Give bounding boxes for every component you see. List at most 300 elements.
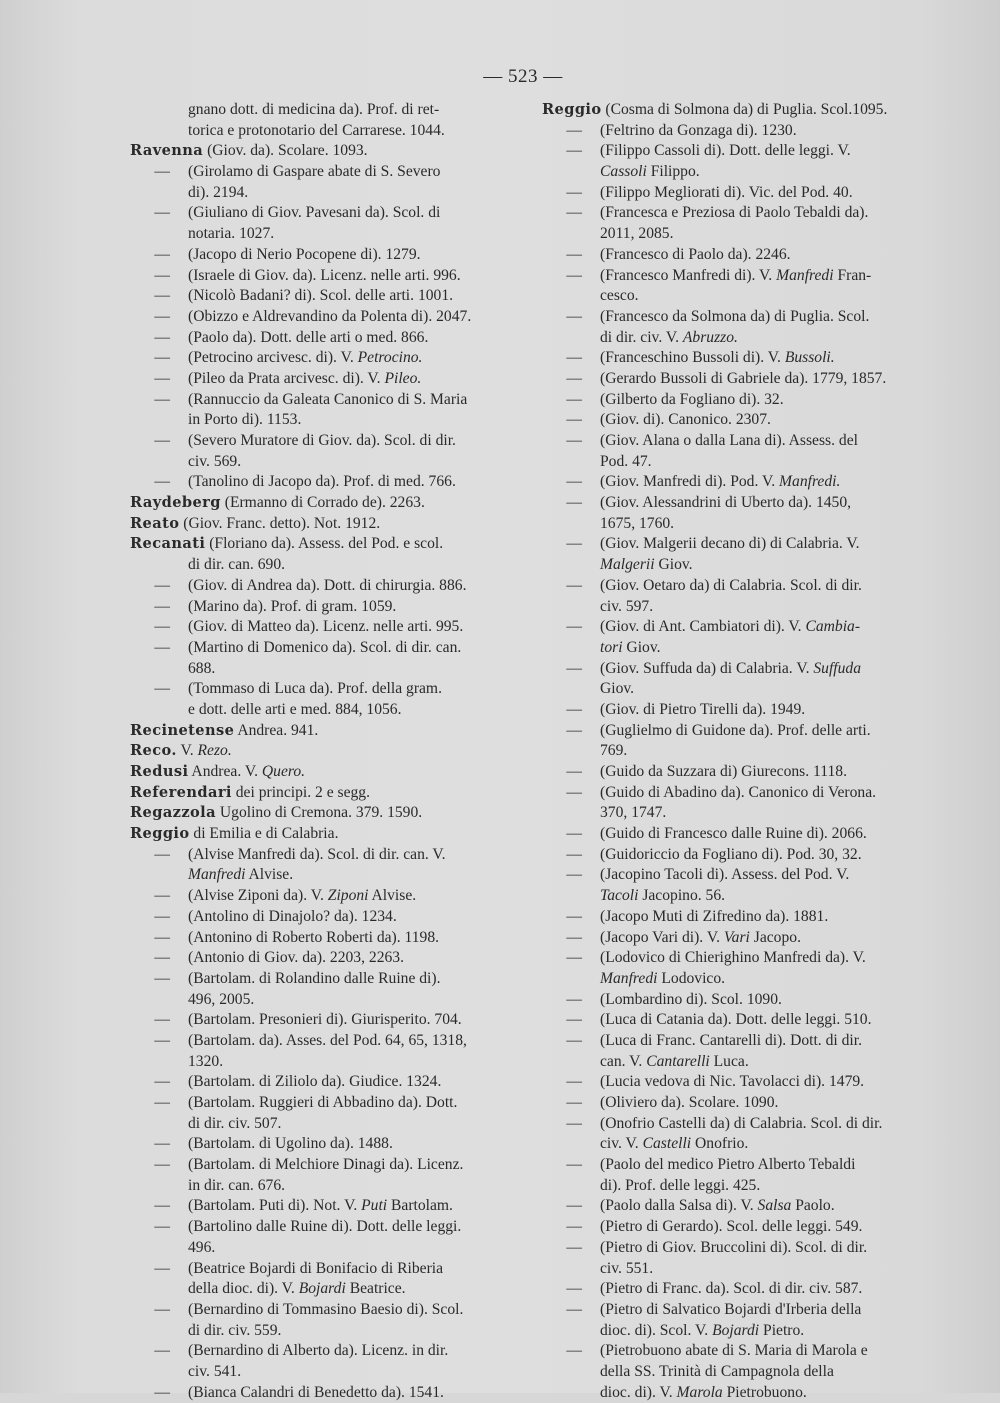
entry-text: (Antonino di Roberto Roberti da). 1198. bbox=[188, 928, 440, 946]
entry-text: (Pietro di Franc. da). Scol. di dir. civ. 587. bbox=[600, 1280, 863, 1298]
entry-text: (Severo Muratore di Giov. da). Scol. di dir. bbox=[188, 432, 456, 449]
index-subentry-line bbox=[542, 1155, 932, 1176]
subentry-dash: — bbox=[566, 659, 582, 677]
subentry-dash: — bbox=[154, 1073, 170, 1091]
entry-text: (Oliviero da). Scolare. 1090. bbox=[600, 1094, 779, 1111]
headword: Referendari bbox=[130, 783, 232, 801]
index-subentry-line bbox=[542, 1196, 932, 1217]
index-subentry-line bbox=[130, 369, 508, 390]
index-subentry-line bbox=[542, 824, 932, 845]
entry-text: (Giov. Alana o dalla Lana di). Assess. del bbox=[600, 432, 858, 449]
subentry-dash: — bbox=[154, 949, 170, 967]
entry-text: (Luca di Franc. Cantarelli di). Dott. di dir. bbox=[600, 1031, 862, 1049]
entry-text: (Ermanno di Corrado de). 2263. bbox=[220, 494, 425, 512]
index-subentry-line bbox=[542, 1093, 932, 1114]
subentry-dash: — bbox=[566, 618, 582, 636]
entry-text: (Antolino di Dinajolo? da). 1234. bbox=[188, 907, 397, 925]
entry-text: (Floriano da). Assess. del Pod. e scol. bbox=[205, 535, 444, 553]
index-subentry-line bbox=[542, 700, 932, 721]
cross-reference: Cantarelli bbox=[646, 1052, 710, 1070]
entry-text: (Feltrino da Gonzaga di). 1230. bbox=[600, 121, 797, 139]
subentry-dash: — bbox=[154, 307, 170, 325]
index-continuation-line bbox=[130, 121, 508, 142]
entry-text: cesco. bbox=[600, 287, 639, 305]
index-subentry-line bbox=[542, 1238, 932, 1259]
index-subentry-line bbox=[130, 969, 508, 990]
index-subentry-line bbox=[542, 369, 932, 390]
index-subentry-line bbox=[130, 472, 508, 493]
index-subentry-line bbox=[542, 1031, 932, 1052]
entry-text: (Bartolam. di Ugolino da). 1488. bbox=[188, 1135, 393, 1153]
index-subentry-line bbox=[130, 576, 508, 597]
entry-text: (Guido da Suzzara di) Giurecons. 1118. bbox=[600, 763, 847, 780]
entry-text: di dir. civ. 507. bbox=[188, 1114, 282, 1132]
subentry-dash: — bbox=[154, 1011, 170, 1029]
entry-text-tail: Giov. bbox=[654, 556, 693, 574]
subentry-dash: — bbox=[154, 1342, 170, 1360]
entry-text: (Jacopino Tacoli di). Assess. del Pod. V. bbox=[600, 866, 850, 884]
entry-text: 496. bbox=[188, 1238, 216, 1256]
entry-text-tail: Bartolam. bbox=[387, 1197, 453, 1215]
index-subentry-line bbox=[130, 1072, 508, 1093]
subentry-dash: — bbox=[154, 907, 170, 925]
subentry-dash: — bbox=[566, 1094, 582, 1111]
index-subentry-line bbox=[130, 1155, 508, 1176]
entry-text: (Luca di Catania da). Dott. delle leggi. 510. bbox=[600, 1011, 872, 1029]
entry-text: (Pileo da Prata arcivesc. di). V. bbox=[188, 369, 385, 387]
entry-text: (Bernardino di Tommasino Baesio di). Scol. bbox=[188, 1300, 464, 1318]
index-subentry-line bbox=[542, 534, 932, 555]
entry-text: (Giov. Oetaro da) di Calabria. Scol. di dir. bbox=[600, 576, 862, 594]
index-continuation-line bbox=[542, 638, 932, 659]
cross-reference: Castelli bbox=[642, 1135, 692, 1153]
index-subentry-line bbox=[130, 1196, 508, 1217]
index-subentry-line bbox=[130, 1093, 508, 1114]
cross-reference: Pileo. bbox=[384, 369, 422, 387]
headword: Reggio bbox=[542, 101, 602, 118]
index-subentry-line bbox=[130, 1134, 508, 1155]
index-continuation-line bbox=[130, 410, 508, 431]
subentry-dash: — bbox=[154, 638, 170, 656]
entry-text: (Giov. Malgerii decano di) di Calabria. V. bbox=[600, 535, 860, 553]
index-subentry-line bbox=[130, 390, 508, 411]
entry-text: in dir. can. 676. bbox=[188, 1176, 286, 1194]
index-continuation-line bbox=[542, 969, 932, 990]
entry-text: (Guido di Francesco dalle Ruine di). 2066. bbox=[600, 825, 867, 843]
index-subentry-line bbox=[542, 121, 932, 142]
index-subentry-line bbox=[542, 390, 932, 411]
subentry-dash: — bbox=[566, 1031, 582, 1049]
entry-text: dioc. di). Scol. V. bbox=[600, 1321, 713, 1339]
index-subentry-line bbox=[542, 1279, 932, 1300]
cross-reference: Puti bbox=[361, 1197, 388, 1215]
subentry-dash: — bbox=[566, 825, 582, 843]
entry-text: 688. bbox=[188, 659, 216, 677]
index-continuation-line bbox=[542, 1362, 932, 1383]
subentry-dash: — bbox=[566, 1342, 582, 1360]
entry-text: (Pietro di Giov. Bruccolini di). Scol. di dir. bbox=[600, 1238, 868, 1256]
index-continuation-line bbox=[542, 741, 932, 762]
index-headword-line bbox=[130, 803, 508, 824]
index-subentry-line bbox=[542, 1072, 932, 1093]
subentry-dash: — bbox=[154, 845, 170, 863]
index-subentry-line bbox=[130, 617, 508, 638]
entry-text: 496, 2005. bbox=[188, 990, 255, 1008]
subentry-dash: — bbox=[154, 390, 170, 408]
index-continuation-line bbox=[542, 286, 932, 307]
entry-text: (Gerardo Bussoli di Gabriele da). 1779, 1857. bbox=[600, 369, 887, 387]
index-continuation-line bbox=[130, 100, 508, 121]
index-continuation-line bbox=[130, 1238, 508, 1259]
cross-reference: Bojardi bbox=[298, 1280, 346, 1298]
entry-text: (Cosma di Solmona da) di Puglia. Scol.1095. bbox=[601, 101, 888, 118]
subentry-dash: — bbox=[154, 245, 170, 263]
entry-text: (Bernardino di Alberto da). Licenz. in dir. bbox=[188, 1342, 449, 1360]
subentry-dash: — bbox=[566, 494, 582, 512]
subentry-dash: — bbox=[566, 142, 582, 160]
entry-text: (Giov. di Andrea da). Dott. di chirurgia. 886. bbox=[188, 576, 467, 594]
subentry-dash: — bbox=[566, 1197, 582, 1215]
entry-text: (Francesco da Solmona da) di Puglia. Scol. bbox=[600, 307, 870, 325]
subentry-dash: — bbox=[566, 204, 582, 222]
cross-reference: Manfredi. bbox=[779, 473, 841, 491]
index-subentry-line bbox=[542, 245, 932, 266]
index-subentry-line bbox=[542, 1114, 932, 1135]
index-subentry-line bbox=[130, 1217, 508, 1238]
index-headword-line bbox=[130, 824, 508, 845]
index-continuation-line bbox=[130, 990, 508, 1011]
entry-text: (Guglielmo di Guidone da). Prof. delle arti. bbox=[600, 721, 871, 739]
subentry-dash: — bbox=[566, 349, 582, 367]
subentry-dash: — bbox=[566, 700, 582, 718]
index-subentry-line bbox=[542, 865, 932, 886]
index-continuation-line bbox=[130, 1114, 508, 1135]
index-subentry-line bbox=[130, 886, 508, 907]
index-continuation-line bbox=[130, 1176, 508, 1197]
subentry-dash: — bbox=[566, 307, 582, 325]
entry-text: (Pietro di Gerardo). Scol. delle leggi. 549. bbox=[600, 1218, 863, 1236]
entry-text: (Giov. di). Canonico. 2307. bbox=[600, 411, 771, 429]
entry-text: 370, 1747. bbox=[600, 804, 667, 822]
entry-text: (Giov. Suffuda da) di Calabria. V. bbox=[600, 659, 814, 677]
entry-text-tail: Alvise. bbox=[368, 887, 417, 905]
index-subentry-line bbox=[130, 1031, 508, 1052]
entry-text: (Antonio di Giov. da). 2203, 2263. bbox=[188, 949, 404, 967]
index-subentry-line bbox=[130, 1300, 508, 1321]
index-subentry-line bbox=[130, 845, 508, 866]
entry-text: Andrea. V. bbox=[188, 763, 262, 780]
cross-reference: Bojardi bbox=[712, 1321, 760, 1339]
entry-text: V. bbox=[176, 742, 198, 760]
entry-text: (Nicolò Badani? di). Scol. delle arti. 1001. bbox=[188, 287, 454, 305]
index-subentry-line bbox=[542, 907, 932, 928]
entry-text: (Bartolam. Ruggieri di Abbadino da). Dott. bbox=[188, 1094, 458, 1111]
index-subentry-line bbox=[542, 617, 932, 638]
entry-text: gnano dott. di medicina da). Prof. di ret- bbox=[188, 101, 440, 118]
cross-reference: Ziponi bbox=[327, 887, 369, 905]
index-subentry-line bbox=[130, 307, 508, 328]
index-headword-line bbox=[130, 141, 508, 162]
index-continuation-line bbox=[130, 700, 508, 721]
entry-text: torica e protonotario del Carrarese. 1044. bbox=[188, 121, 445, 139]
cross-reference: Petrocino. bbox=[357, 349, 423, 367]
entry-text: (Tommaso di Luca da). Prof. della gram. bbox=[188, 680, 442, 698]
index-subentry-line bbox=[130, 928, 508, 949]
entry-text: (Giov. di Matteo da). Licenz. nelle arti. 995. bbox=[188, 618, 464, 636]
subentry-dash: — bbox=[154, 618, 170, 636]
index-subentry-line bbox=[130, 597, 508, 618]
subentry-dash: — bbox=[154, 1031, 170, 1049]
subentry-dash: — bbox=[566, 845, 582, 863]
subentry-dash: — bbox=[154, 969, 170, 987]
subentry-dash: — bbox=[154, 1300, 170, 1318]
index-subentry-line bbox=[542, 659, 932, 680]
index-subentry-line bbox=[542, 990, 932, 1011]
index-subentry-line bbox=[130, 907, 508, 928]
index-headword-line bbox=[542, 100, 932, 121]
entry-text: (Marino da). Prof. di gram. 1059. bbox=[188, 597, 397, 615]
entry-text-tail: Filippo. bbox=[646, 163, 700, 181]
subentry-dash: — bbox=[154, 887, 170, 905]
entry-text: (Lombardino di). Scol. 1090. bbox=[600, 990, 782, 1008]
index-subentry-line bbox=[542, 203, 932, 224]
entry-text-tail: Jacopino. 56. bbox=[638, 887, 726, 905]
subentry-dash: — bbox=[154, 928, 170, 946]
subentry-dash: — bbox=[566, 1011, 582, 1029]
entry-text: (Lucia vedova di Nic. Tavolacci di). 1479. bbox=[600, 1073, 865, 1091]
subentry-dash: — bbox=[566, 1073, 582, 1091]
subentry-dash: — bbox=[566, 121, 582, 139]
index-subentry-line bbox=[542, 1217, 932, 1238]
subentry-dash: — bbox=[566, 928, 582, 946]
entry-text: (Pietrobuono abate di S. Maria di Marola e bbox=[600, 1342, 868, 1360]
index-subentry-line bbox=[130, 948, 508, 969]
headword: Raydeberg bbox=[130, 494, 221, 512]
entry-text: (Beatrice Bojardi di Bonifacio di Riberia bbox=[188, 1259, 444, 1277]
headword: Recinetense bbox=[130, 721, 235, 739]
index-headword-line bbox=[130, 783, 508, 804]
subentry-dash: — bbox=[566, 1238, 582, 1256]
entry-text: civ. 551. bbox=[600, 1259, 654, 1277]
index-continuation-line bbox=[130, 865, 508, 886]
entry-text: (Tanolino di Jacopo da). Prof. di med. 766. bbox=[188, 473, 456, 491]
subentry-dash: — bbox=[566, 1280, 582, 1298]
entry-text: (Giov. di Ant. Cambiatori di). V. bbox=[600, 618, 806, 636]
index-subentry-line bbox=[130, 348, 508, 369]
index-continuation-line bbox=[542, 452, 932, 473]
index-subentry-line bbox=[542, 141, 932, 162]
subentry-dash: — bbox=[566, 432, 582, 449]
headword: Ravenna bbox=[130, 142, 204, 160]
entry-text: civ. V. bbox=[600, 1135, 643, 1153]
entry-text-tail: Beatrice. bbox=[345, 1280, 406, 1298]
index-subentry-line bbox=[130, 1010, 508, 1031]
headword: Reco. bbox=[130, 742, 177, 760]
subentry-dash: — bbox=[566, 1114, 582, 1132]
index-headword-line bbox=[130, 534, 508, 555]
entry-text: e dott. delle arti e med. 884, 1056. bbox=[188, 700, 402, 718]
index-continuation-line bbox=[542, 1321, 932, 1342]
entry-text: di dir. can. 690. bbox=[188, 556, 286, 574]
subentry-dash: — bbox=[566, 866, 582, 884]
cross-reference: Manfredi bbox=[776, 266, 834, 284]
entry-text: Andrea. 941. bbox=[234, 721, 319, 739]
entry-text: (Bartolino dalle Ruine di). Dott. delle leggi. bbox=[188, 1218, 462, 1236]
entry-text: (Paolo dalla Salsa di). V. bbox=[600, 1197, 758, 1215]
subentry-dash: — bbox=[154, 473, 170, 491]
cross-reference: Bussoli. bbox=[784, 349, 835, 367]
entry-text: civ. 541. bbox=[188, 1362, 242, 1380]
index-headword-line bbox=[130, 762, 508, 783]
subentry-dash: — bbox=[154, 680, 170, 698]
cross-reference: Manfredi bbox=[188, 866, 246, 884]
entry-text-tail: Giov. bbox=[622, 638, 661, 656]
headword: Recanati bbox=[130, 535, 206, 553]
entry-text: dei principi. 2 e segg. bbox=[231, 783, 371, 801]
subentry-dash: — bbox=[566, 721, 582, 739]
entry-text: (Pietro di Salvatico Bojardi d'Irberia della bbox=[600, 1300, 862, 1318]
index-continuation-line bbox=[542, 1052, 932, 1073]
index-continuation-line bbox=[130, 452, 508, 473]
cross-reference: Vari bbox=[723, 928, 750, 946]
index-continuation-line bbox=[130, 224, 508, 245]
entry-text-tail: Pietrobuono. bbox=[722, 1383, 807, 1401]
index-headword-line bbox=[130, 493, 508, 514]
entry-text-tail: Onofrio. bbox=[691, 1135, 749, 1153]
index-continuation-line bbox=[542, 162, 932, 183]
entry-text: di dir. civ. 559. bbox=[188, 1321, 282, 1339]
cross-reference: Tacoli bbox=[600, 887, 639, 905]
entry-text: (Bartolam. Puti di). Not. V. bbox=[188, 1197, 362, 1215]
index-subentry-line bbox=[130, 203, 508, 224]
entry-text: (Lodovico di Chierighino Manfredi da). V. bbox=[600, 949, 866, 967]
index-continuation-line bbox=[130, 183, 508, 204]
entry-text: di). 2194. bbox=[188, 183, 249, 201]
headword: Redusi bbox=[130, 763, 189, 780]
entry-text-tail: Jacopo. bbox=[749, 928, 801, 946]
subentry-dash: — bbox=[566, 535, 582, 553]
entry-text: in Porto di). 1153. bbox=[188, 411, 302, 429]
index-continuation-line bbox=[542, 803, 932, 824]
subentry-dash: — bbox=[566, 473, 582, 491]
cross-reference: Salsa bbox=[757, 1197, 792, 1215]
subentry-dash: — bbox=[566, 1218, 582, 1236]
entry-text: di Emilia e di Calabria. bbox=[189, 825, 339, 843]
entry-text: Giov. bbox=[600, 680, 635, 698]
index-subentry-line bbox=[542, 183, 932, 204]
entry-text: (Giov. Manfredi di). Pod. V. bbox=[600, 473, 780, 491]
entry-text: (Filippo Cassoli di). Dott. delle leggi. V. bbox=[600, 142, 851, 160]
subentry-dash: — bbox=[154, 1259, 170, 1277]
index-subentry-line bbox=[542, 783, 932, 804]
entry-text-tail: Luca. bbox=[709, 1052, 749, 1070]
cross-reference: Manfredi bbox=[600, 969, 658, 987]
index-continuation-line bbox=[542, 679, 932, 700]
entry-text: (Franceschino Bussoli di). V. bbox=[600, 349, 785, 367]
index-subentry-line bbox=[130, 431, 508, 452]
subentry-dash: — bbox=[566, 907, 582, 925]
index-subentry-line bbox=[130, 266, 508, 287]
index-continuation-line bbox=[542, 555, 932, 576]
index-continuation-line bbox=[542, 1259, 932, 1280]
index-subentry-line bbox=[542, 576, 932, 597]
entry-text-tail: Fran- bbox=[833, 266, 872, 284]
index-subentry-line bbox=[542, 410, 932, 431]
index-subentry-line bbox=[542, 307, 932, 328]
index-subentry-line bbox=[542, 928, 932, 949]
index-headword-line bbox=[130, 741, 508, 762]
entry-text: can. V. bbox=[600, 1052, 647, 1070]
subentry-dash: — bbox=[154, 1094, 170, 1111]
index-continuation-line bbox=[130, 555, 508, 576]
entry-text-tail: Lodovico. bbox=[657, 969, 726, 987]
cross-reference: Marola bbox=[676, 1383, 723, 1401]
subentry-dash: — bbox=[154, 1383, 170, 1401]
entry-text: (Bartolam. di Rolandino dalle Ruine di). bbox=[188, 969, 441, 987]
entry-text: (Giov. Alessandrini di Uberto da). 1450, bbox=[600, 494, 852, 512]
entry-text: (Rannuccio da Galeata Canonico di S. Maria bbox=[188, 390, 468, 408]
index-subentry-line bbox=[130, 1259, 508, 1280]
entry-text-tail: Alvise. bbox=[245, 866, 294, 884]
entry-text: (Filippo Megliorati di). Vic. del Pod. 40. bbox=[600, 183, 853, 201]
entry-text: di dir. civ. V. bbox=[600, 328, 683, 346]
index-continuation-line bbox=[130, 1279, 508, 1300]
index-subentry-line bbox=[542, 762, 932, 783]
entry-text: (Francesco di Paolo da). 2246. bbox=[600, 245, 791, 263]
subentry-dash: — bbox=[154, 1135, 170, 1153]
subentry-dash: — bbox=[154, 597, 170, 615]
cross-reference: Suffuda bbox=[813, 659, 862, 677]
cross-reference: Malgerii bbox=[600, 556, 655, 574]
entry-text: (Petrocino arcivesc. di). V. bbox=[188, 349, 358, 367]
subentry-dash: — bbox=[566, 1156, 582, 1174]
entry-text: (Martino di Domenico da). Scol. di dir. can. bbox=[188, 638, 462, 656]
entry-text: (Francesco Manfredi di). V. bbox=[600, 266, 777, 284]
subentry-dash: — bbox=[154, 163, 170, 181]
entry-text: (Bianca Calandri di Benedetto da). 1541. bbox=[188, 1383, 444, 1401]
cross-reference: Cassoli bbox=[600, 163, 647, 181]
subentry-dash: — bbox=[566, 783, 582, 801]
subentry-dash: — bbox=[566, 576, 582, 594]
index-subentry-line bbox=[542, 472, 932, 493]
index-subentry-line bbox=[542, 1010, 932, 1031]
subentry-dash: — bbox=[154, 204, 170, 222]
entry-text: (Jacopo di Nerio Pocopene di). 1279. bbox=[188, 245, 421, 263]
index-continuation-line bbox=[542, 1134, 932, 1155]
entry-text: (Jacopo Vari di). V. bbox=[600, 928, 724, 946]
entry-text: (Bartolam. Presonieri di). Giurisperito. 704. bbox=[188, 1011, 462, 1029]
subentry-dash: — bbox=[566, 763, 582, 780]
right-column bbox=[542, 100, 932, 1403]
index-subentry-line bbox=[130, 679, 508, 700]
subentry-dash: — bbox=[154, 432, 170, 449]
entry-text: 1320. bbox=[188, 1052, 224, 1070]
entry-text: (Paolo da). Dott. delle arti o med. 866. bbox=[188, 328, 429, 346]
subentry-dash: — bbox=[154, 1156, 170, 1174]
subentry-dash: — bbox=[154, 349, 170, 367]
index-subentry-line bbox=[130, 328, 508, 349]
subentry-dash: — bbox=[566, 266, 582, 284]
entry-text: (Gilberto da Fogliano di). 32. bbox=[600, 390, 784, 408]
entry-text: (Francesca e Preziosa di Paolo Tebaldi da). bbox=[600, 204, 869, 222]
index-subentry-line bbox=[130, 286, 508, 307]
subentry-dash: — bbox=[154, 1218, 170, 1236]
entry-text: della dioc. di). V. bbox=[188, 1280, 299, 1298]
entry-text: 2011, 2085. bbox=[600, 225, 674, 243]
entry-text: di). Prof. delle leggi. 425. bbox=[600, 1176, 761, 1194]
entry-text: 1675, 1760. bbox=[600, 514, 675, 532]
entry-text: (Alvise Manfredi da). Scol. di dir. can. V. bbox=[188, 845, 446, 863]
